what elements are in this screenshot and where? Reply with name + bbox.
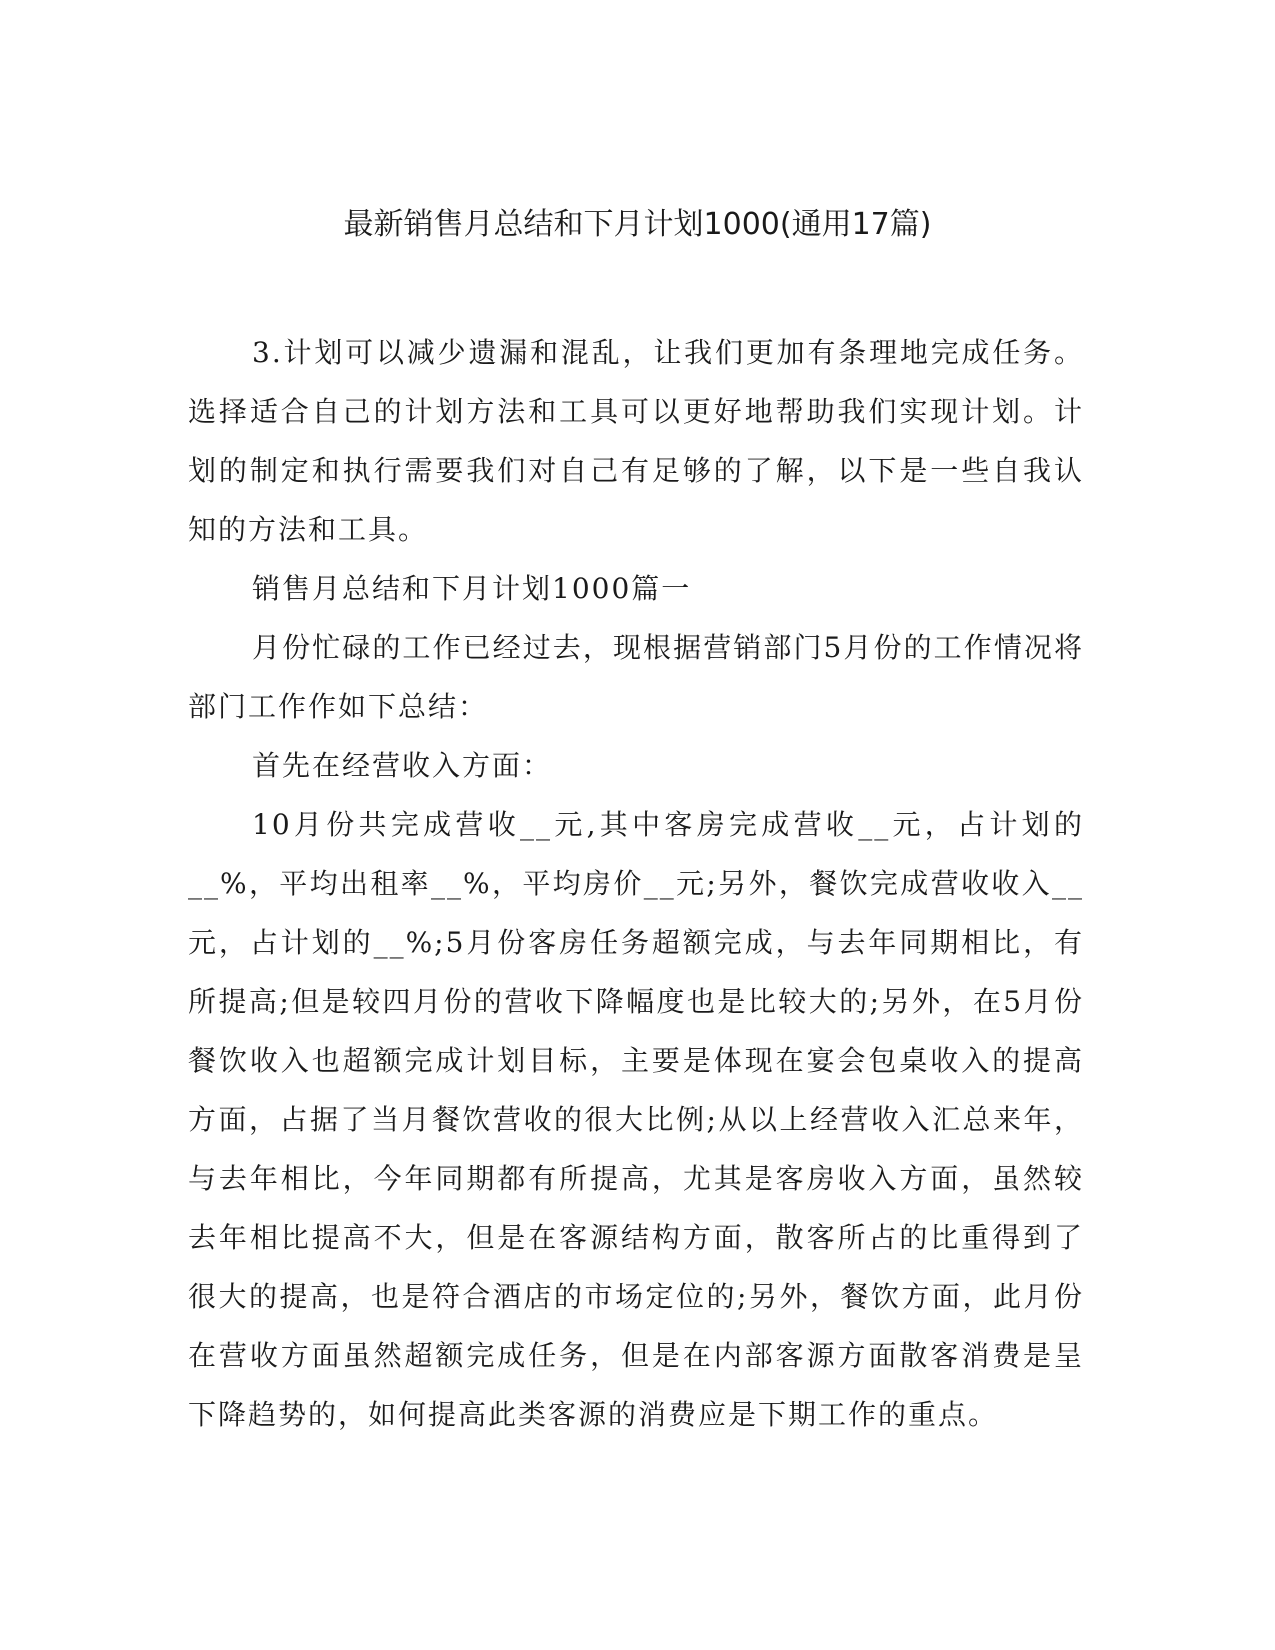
paragraph-summary-intro: 月份忙碌的工作已经过去，现根据营销部门5月份的工作情况将部门工作作如下总结：	[188, 631, 1084, 723]
paragraph-revenue-details: 10月份共完成营收__元,其中客房完成营收__元，占计划的__%，平均出租率__%，平均房价__元;另外，餐饮完成营收收入__元，占计划的__%;5月份客房任务超额完成，与去年同期相比，有所提高;但是较四月份的营收下降幅度也是比较大的;另外，在5月份餐饮收入也超额完成计划目标，主要是体现在宴会包桌收入的提高方面，占据了当月餐饮营收的很大比例;从以上经营收入汇总来年，与去年相比，今年同期都有所提高，尤其是客房收入方面，虽然较去年相比提高不大，但是在客源结构方面，散客所占的比重得到了很大的提高，也是符合酒店的市场定位的;另外，餐饮方面，此月份在营收方面虽然超额完成任务，但是在内部客源方面散客消费是呈下降趋势的，如何提高此类客源的消费应是下期工作的重点。	[188, 808, 1084, 1431]
document-title: 最新销售月总结和下月计划1000(通用17篇)	[343, 207, 932, 242]
paragraph-planning-intro: 3.计划可以减少遗漏和混乱，让我们更加有条理地完成任务。选择适合自己的计划方法和工具可以更好地帮助我们实现计划。计划的制定和执行需要我们对自己有足够的了解，以下是一些自我认知的方法和工具。	[188, 336, 1084, 546]
paragraph-revenue-heading: 首先在经营收入方面：	[252, 749, 553, 782]
section-heading: 销售月总结和下月计划1000篇一	[252, 572, 692, 605]
document-body	[188, 323, 1084, 1444]
